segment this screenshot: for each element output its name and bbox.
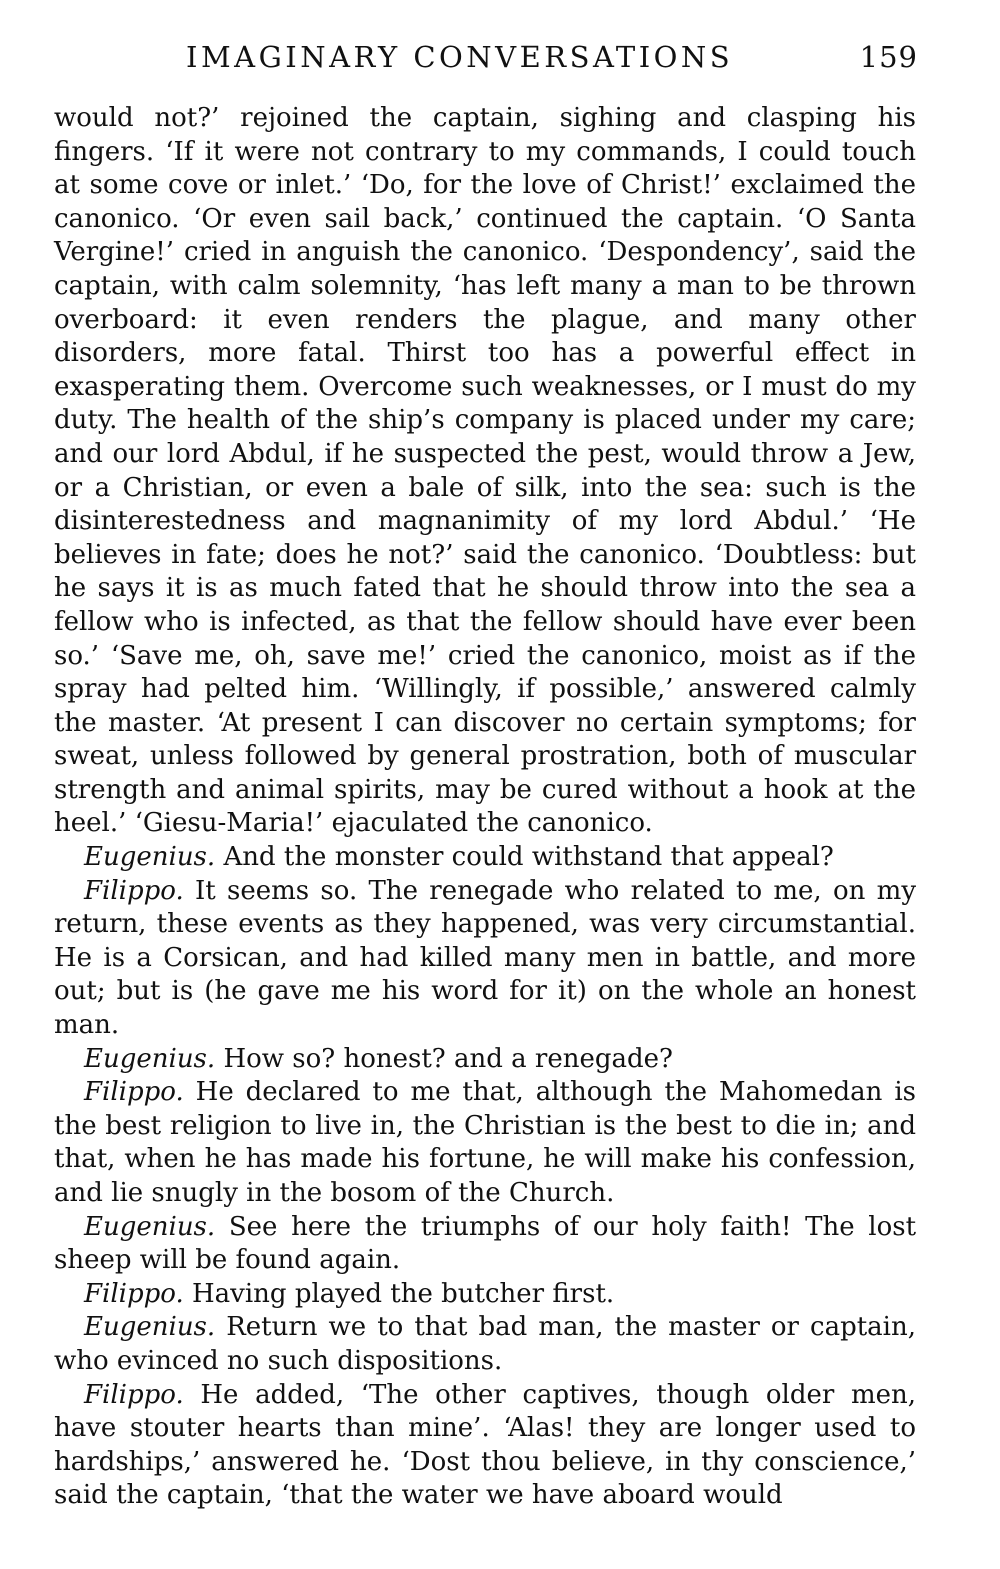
dialogue-paragraph (54, 1211, 916, 1278)
dialogue-paragraph (54, 1043, 916, 1077)
paragraph-text: Return we to that bad man, the master or captain, who evinced no such dispositions. (54, 1312, 916, 1376)
dialogue-paragraph (54, 841, 916, 875)
dialogue-paragraph (54, 875, 916, 1043)
speaker-name: Filippo. (84, 875, 184, 906)
dialogue-paragraph (54, 1379, 916, 1513)
speaker-name: Filippo. (84, 1077, 184, 1108)
paragraph-continuation (54, 102, 916, 841)
dialogue-paragraph (54, 1278, 916, 1312)
running-title: IMAGINARY CONVERSATIONS (186, 40, 734, 74)
book-page (54, 40, 916, 1513)
running-header (54, 40, 916, 102)
paragraph-text: He declared to me that, although the Mahomedan is the best religion to live in, the Christian is the best to die in; and that, when he has made his fortune, he will make his confession, and lie snugly in the bosom of the Church. (54, 1077, 916, 1208)
speaker-name: Filippo. (84, 1278, 184, 1309)
paragraph-text: would not?’ rejoined the captain, sighing and clasping his fingers. ‘If it were not contrary to my commands, I could touch at some cove or inlet.’ ‘Do, for the love of Christ!’ exclaimed the canonico. ‘Or even sail back,’ continued the captain. ‘O Santa Vergine!’ cried in anguish the canonico. ‘Despondency’, said the captain, with calm solemnity, ‘has left many a man to be thrown overboard: it even renders the plague, and many other disorders, more fatal. Thirst too has a powerful effect in exasperating them. Overcome such weaknesses, or I must do my duty. The health of the ship’s company is placed under my care; and our lord Abdul, if he suspected the pest, would throw a Jew, or a Christian, or even a bale of silk, into the sea: such is the disinterestedness and magnanimity of my lord Abdul.’ ‘He believes in fate; does he not?’ said the canonico. ‘Doubtless: but he says it is as much fated that he should throw into the sea a fellow who is infected, as that the fellow should have ever been so.’ ‘Save me, oh, save me!’ cried the canonico, moist as if the spray had pelted him. ‘Willingly, if possible,’ answered calmly the master. ‘At present I can discover no certain symptoms; for sweat, unless followed by general prostration, both of muscular strength and animal spirits, may be cured without a hook at the heel.’ ‘Giesu-Maria!’ ejaculated the canonico. (54, 103, 916, 839)
speaker-name: Eugenius. (84, 1312, 216, 1343)
paragraph-text: It seems so. The renegade who related to me, on my return, these events as they happened, was very circumstantial. He is a Corsican, and had killed many men in battle, and more out; but is (he gave me his word for it) on the whole an honest man. (54, 875, 917, 1041)
paragraph-text: How so? honest? and a renegade? (223, 1043, 673, 1074)
page-number: 159 (859, 40, 918, 74)
paragraph-text: See here the triumphs of our holy faith! The lost sheep will be found again. (54, 1211, 917, 1276)
speaker-name: Eugenius. (84, 842, 216, 873)
body-text (54, 102, 916, 1513)
paragraph-text: Having played the butcher first. (192, 1278, 615, 1309)
speaker-name: Eugenius. (84, 1043, 216, 1074)
speaker-name: Filippo. (84, 1379, 184, 1410)
paragraph-text: He added, ‘The other captives, though older men, have stouter hearts than mine’. ‘Alas! they are longer used to hardships,’ answered he. ‘Dost thou believe, in thy conscience,’ said the captain, ‘that the water we have aboard would (54, 1379, 916, 1511)
dialogue-paragraph (54, 1076, 916, 1210)
paragraph-text: And the monster could withstand that appeal? (223, 842, 834, 873)
speaker-name: Eugenius. (84, 1211, 216, 1242)
dialogue-paragraph (54, 1311, 916, 1378)
